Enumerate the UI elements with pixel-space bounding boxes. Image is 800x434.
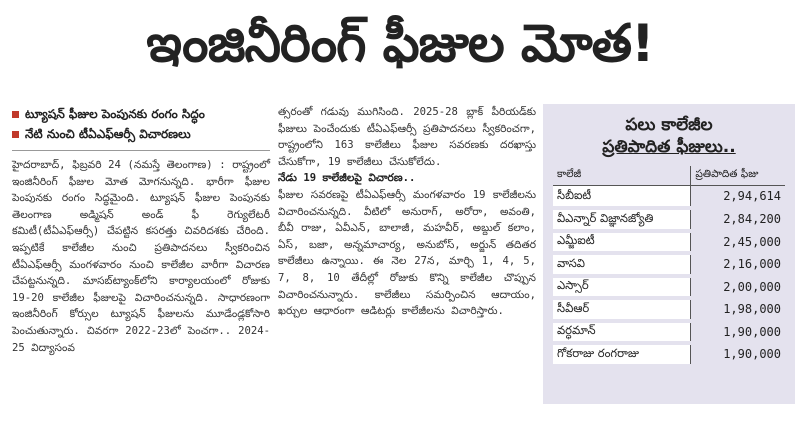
bullet-text: ట్యూషన్ ఫీజుల పెంపునకు రంగం సిద్ధం [25, 107, 205, 121]
sidebar-title-line2: ప్రతిపాదిత ఫీజులు.. [602, 137, 736, 157]
col-college-header: కాలేజీ [553, 166, 691, 186]
college-fee: 2,16,000 [691, 253, 785, 276]
article-body-mid-1: త్సరంతో గడువు ముగిసింది. 2025-28 బ్లాక్ పీరియడ్‌కు ఫీజులు పెంచేందుకు టీఏఎఫ్ఆర్సీ ప్రతిపాదనలు స్వీకరించగా, రాష్ట్రంలోని 163 కాలేజీలు ఫీజుల సవరణకు దరఖాస్తు చేసుకోగా, 19 కాలేజీలు చేసుకోలేదు. [278, 106, 536, 168]
table-row [553, 208, 785, 231]
college-fee: 2,84,200 [691, 208, 785, 231]
college-name: వర్ధమాన్ [553, 321, 691, 344]
fee-table [553, 166, 785, 368]
bullet-list [12, 106, 270, 151]
college-name: వీఎన్నార్ విజ్ఞానజ్యోతి [553, 208, 691, 231]
college-name: సీవీఆర్ [553, 298, 691, 321]
fee-sidebar [543, 104, 795, 404]
table-row [553, 321, 785, 344]
left-column [12, 106, 270, 356]
college-fee: 1,90,000 [691, 343, 785, 366]
bullet-item [12, 106, 270, 122]
table-row [553, 343, 785, 366]
headline: ఇంజినీరింగ్ ఫీజుల మోత! [146, 13, 654, 74]
college-name: ఎమ్జీఐటీ [553, 231, 691, 254]
college-fee: 2,94,614 [691, 186, 785, 209]
table-row [553, 276, 785, 299]
article-subhead: నేడు 19 కాలేజీలపై విచారణ.. [278, 172, 416, 185]
bullet-text: నేటి నుంచి టీఏఎఫ్ఆర్సీ విచారణలు [25, 127, 191, 141]
table-row [553, 231, 785, 254]
college-fee: 2,00,000 [691, 276, 785, 299]
table-row [553, 186, 785, 209]
college-name: ఎస్సార్ [553, 276, 691, 299]
middle-column [278, 104, 536, 320]
article-body-mid-2: ఫీజుల సవరణపై టీఏఎఫ్ఆర్సీ మంగళవారం 19 కాలేజీలను విచారించనున్నది. వీటిలో అనురాగ్, అరోరా, అవంతి, బీవీ రాజు, ఏవీఎన్, బాలాజీ, మహవీర్, అబ్దుల్ కలాం, ఏస్, బజా, అన్నమాచార్య, అనుబోస్, అర్జున్ తదితర కాలేజీలు ఉన్నాయి. ఈ నెల 27న, మార్చి 1, 4, 5, 7, 8, 10 తేదీల్లో రోజుకు కొన్ని కాలేజీల చొప్పున విచారించనున్నారు. కాలేజీలు సమర్పించిన ఆదాయం, ఖర్చుల ఆధారంగా ఆడిటర్లు కాలేజీలను విచారిస్తారు. [278, 188, 536, 318]
bullet-item [12, 126, 270, 142]
fee-table-header [553, 166, 785, 186]
college-fee: 1,90,000 [691, 321, 785, 344]
college-fee: 1,98,000 [691, 298, 785, 321]
article-body-left: హైదరాబాద్, ఫిబ్రవరి 24 (నమస్తే తెలంగాణ) : రాష్ట్రంలో ఇంజినీరింగ్ ఫీజుల మోత మోగనున్నది. భారీగా ఫీజుల పెంపునకు రంగం సిద్ధమైంది. ట్యూషన్ ఫీజుల పెంపునకు తెలంగాణ అడ్మిషన్ అండ్ ఫీ రెగ్యులేటరీ కమిటీ(టీఏఎఫ్ఆర్సీ) చేపట్టిన కసరత్తు చివరిదశకు చేరింది. ఇప్పటికే కాలేజీల నుంచి ప్రతిపాదనలు స్వీకరించిన టీఏఎఫ్ఆర్సీ మంగళవారం నుంచి కాలేజీల వారీగా విచారణ చేపట్టనున్నది. మాసబ్‌ట్యాంక్‌లోని కార్యాలయంలో రోజుకు 19-20 కాలేజీల ఫీజులపై విచారించనున్నది. సాధారణంగా ఇంజినీరింగ్ కోర్సుల ట్యూషన్ ఫీజులను మూడేండ్లకోసారి పెంచుతున్నారు. చివరగా 2022-23లో పెంచగా.. 2024-25 విద్యాసంవ [12, 159, 270, 354]
college-name: సీబీఐటీ [553, 186, 691, 209]
college-name: గోకరాజు రంగరాజు [553, 343, 691, 366]
table-row [553, 253, 785, 276]
bullet-square-icon [12, 131, 19, 138]
col-fee-header: ప్రతిపాదిత ఫీజు [691, 166, 785, 186]
bullet-square-icon [12, 111, 19, 118]
college-name: వాసవి [553, 253, 691, 276]
college-fee: 2,45,000 [691, 231, 785, 254]
table-row [553, 298, 785, 321]
sidebar-title-line1: పలు కాలేజీల [625, 115, 713, 135]
